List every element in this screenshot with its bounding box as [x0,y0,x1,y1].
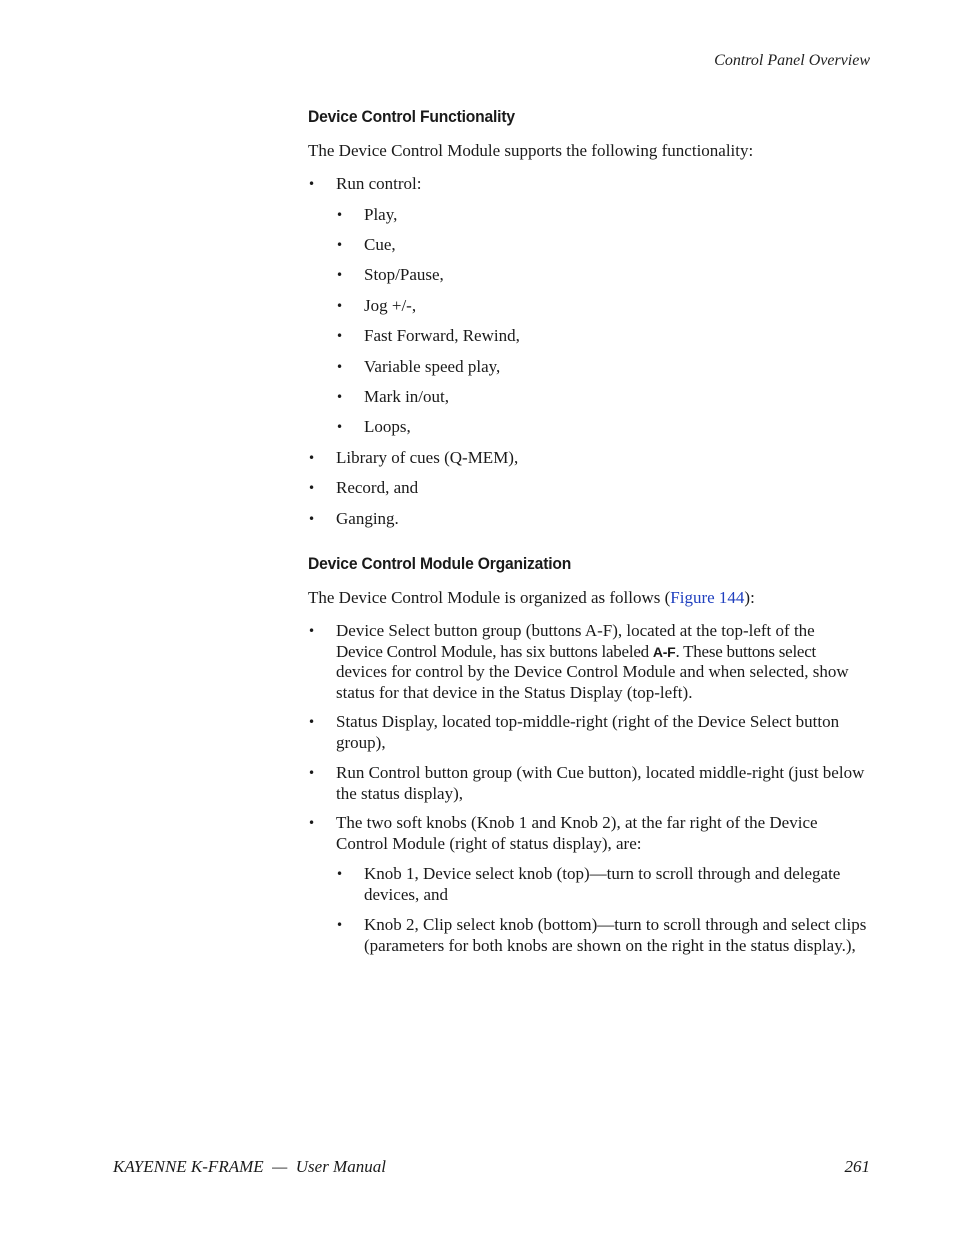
page-number: 261 [844,1157,870,1176]
section1-intro: The Device Control Module supports the following functionality: [308,141,754,160]
bullet: • [336,238,344,252]
bullet: • [336,918,344,932]
bullet: • [336,867,344,881]
list-item-text: Run Control button group (with Cue button), located middle-right (just below the status display), [336,763,865,803]
list-subitem-text: Cue, [364,235,396,254]
text-run: . These buttons select [675,641,816,661]
section2-intro [308,588,870,609]
intro-text: The Device Control Module is organized as follows ( [308,588,671,607]
list-item-text: Library of cues (Q-MEM), [336,448,519,467]
list-item [308,712,870,753]
running-header: Control Panel Overview [714,52,870,69]
list-subitem [336,296,870,317]
list-item-text: Record, and [336,478,419,497]
list-subitem-text: Jog +/-, [364,296,417,315]
list-item [308,448,870,469]
bullet: • [308,766,316,780]
text-run: Device Control Module, has six buttons labeled [336,641,653,661]
intro-text: ): [744,588,755,607]
bullet: • [308,715,316,729]
text-line [336,642,870,663]
list-item [308,478,870,499]
bullet: • [308,624,316,638]
list-subitem-text: Variable speed play, [364,357,501,376]
bullet: • [336,420,344,434]
list-item [308,621,870,703]
list-subitem [336,205,870,226]
list-subitem-text: Loops, [364,417,411,436]
bullet: • [308,481,316,495]
list-subitem [336,387,870,408]
list-subitem [336,864,870,905]
section-heading-functionality: Device Control Functionality [308,107,515,126]
bullet: • [308,451,316,465]
list-item-text: Status Display, located top-middle-right (right of the Device Select button group), [336,712,840,752]
text-line: devices for control by the Device Control Module and when selected, show status for that device in the Status Display (top-left). [336,662,849,702]
section-heading-organization: Device Control Module Organization [308,554,572,573]
bullet: • [336,208,344,222]
list-item-text: Run control: [336,174,422,193]
bullet: • [336,329,344,343]
list-item [308,813,870,854]
list-subitem [336,326,870,347]
bullet: • [308,816,316,830]
bullet: • [336,360,344,374]
text-line: Device Select button group (buttons A-F), located at the top-left of the [336,621,815,640]
bullet: • [336,390,344,404]
list-subitem [336,417,870,438]
list-item [308,509,870,530]
list-item-text: The two soft knobs (Knob 1 and Knob 2), at the far right of the Device Control Module (right of status display), are: [336,813,818,853]
list-item-text [336,621,870,703]
bullet: • [308,177,316,191]
bullet: • [336,299,344,313]
list-subitem [336,265,870,286]
list-item [308,174,870,195]
bullet: • [336,268,344,282]
list-item-text: Ganging. [336,509,399,528]
list-item [308,763,870,804]
list-subitem [336,915,870,956]
list-subitem-text: Fast Forward, Rewind, [364,326,520,345]
list-subitem-text: Play, [364,205,398,224]
list-subitem [336,235,870,256]
list-subitem [336,357,870,378]
list-subitem-text: Knob 2, Clip select knob (bottom)—turn to scroll through and select clips (parameters for both knobs are shown on the right in the status display.), [364,915,867,955]
list-subitem-text: Mark in/out, [364,387,449,406]
footer-title: KAYENNE K-FRAME — User Manual [113,1157,386,1176]
list-subitem-text: Stop/Pause, [364,265,444,284]
bullet: • [308,512,316,526]
figure-link[interactable]: Figure 144 [670,588,745,607]
list-subitem-text: Knob 1, Device select knob (top)—turn to scroll through and delegate devices, and [364,864,841,904]
button-label-code: A-F [652,643,676,660]
